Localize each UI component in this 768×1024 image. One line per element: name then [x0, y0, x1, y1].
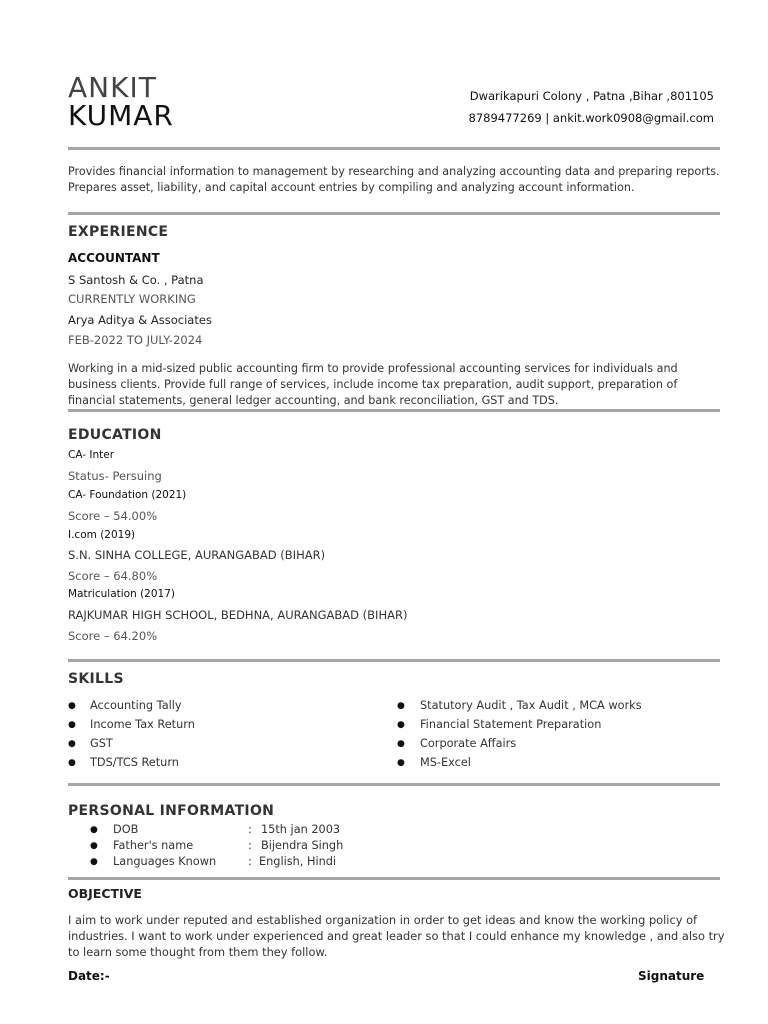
- company-1: S Santosh & Co. , Patna: [68, 273, 204, 287]
- skill-item: Financial Statement Preparation: [420, 718, 602, 731]
- bullet-icon: ●: [68, 720, 76, 730]
- first-name: ANKIT: [68, 71, 157, 104]
- company-2-dates: FEB-2022 TO JULY-2024: [68, 333, 203, 347]
- skill-item: Income Tax Return: [90, 718, 195, 731]
- education-line: Score – 64.20%: [68, 629, 158, 643]
- bullet-icon: ●: [90, 841, 98, 851]
- last-name: KUMAR: [68, 99, 174, 132]
- skill-item: Accounting Tally: [90, 699, 182, 712]
- education-line: CA- Inter: [68, 449, 115, 461]
- personal-separator: :: [248, 823, 252, 836]
- education-line: Matriculation (2017): [68, 588, 175, 600]
- personal-value: Bijendra Singh: [261, 839, 344, 852]
- education-heading: EDUCATION: [68, 427, 162, 443]
- education-line: Score – 64.80%: [68, 569, 158, 583]
- education-line: I.com (2019): [68, 529, 136, 541]
- education-line: RAJKUMAR HIGH SCHOOL, BEDHNA, AURANGABAD (BIHAR): [68, 608, 408, 622]
- objective-heading: OBJECTIVE: [68, 886, 142, 901]
- summary-text: Provides financial information to management by researching and analyzing accounting data and preparing reports. Prepares asset, liability, and capital account entries by compiling and analyzing account information.: [68, 165, 720, 194]
- education-line: Status- Persuing: [68, 469, 162, 483]
- education-line: CA- Foundation (2021): [68, 489, 187, 501]
- divider: [68, 877, 720, 880]
- skill-item: Statutory Audit , Tax Audit , MCA works: [420, 699, 642, 712]
- personal-separator: :: [248, 839, 252, 852]
- divider: [68, 409, 720, 412]
- objective-text: I aim to work under reputed and established organization in order to get ideas and know the working policy of industries. I want to work under experienced and great leader so that I could enhance my knowledge , and also try to learn some thought from them they follow.: [68, 913, 725, 959]
- company-1-status: CURRENTLY WORKING: [68, 292, 196, 306]
- company-2: Arya Aditya & Associates: [68, 313, 212, 327]
- bullet-icon: ●: [397, 739, 405, 749]
- skill-item: MS-Excel: [420, 756, 471, 769]
- personal-label: Languages Known: [113, 855, 217, 868]
- education-line: Score – 54.00%: [68, 509, 158, 523]
- personal-info-heading: PERSONAL INFORMATION: [68, 803, 275, 819]
- personal-separator: :: [248, 855, 252, 868]
- bullet-icon: ●: [68, 701, 76, 711]
- phone-email: 8789477269 | ankit.work0908@gmail.com: [468, 111, 714, 125]
- divider: [68, 147, 720, 150]
- skills-heading: SKILLS: [68, 671, 124, 687]
- bullet-icon: ●: [90, 825, 98, 835]
- bullet-icon: ●: [397, 720, 405, 730]
- experience-heading: EXPERIENCE: [68, 224, 169, 240]
- date-label: Date:-: [68, 969, 110, 983]
- bullet-icon: ●: [68, 758, 76, 768]
- bullet-icon: ●: [68, 739, 76, 749]
- address: Dwarikapuri Colony , Patna ,Bihar ,801105: [469, 89, 714, 103]
- education-line: S.N. SINHA COLLEGE, AURANGABAD (BIHAR): [68, 548, 326, 562]
- skill-item: Corporate Affairs: [420, 737, 517, 750]
- experience-description: Working in a mid-sized public accounting firm to provide professional accounting services for individuals and business clients. Provide full range of services, include income tax preparation, audit support, preparation of financial statements, general ledger accounting, and bank reconciliation, GST and TDS.: [68, 362, 678, 407]
- signature-label: Signature: [638, 969, 705, 983]
- bullet-icon: ●: [90, 857, 98, 867]
- skill-item: GST: [90, 737, 113, 750]
- personal-label: Father's name: [113, 839, 194, 852]
- divider: [68, 212, 720, 215]
- bullet-icon: ●: [397, 701, 405, 711]
- personal-value: 15th jan 2003: [261, 823, 341, 836]
- divider: [68, 659, 720, 662]
- bullet-icon: ●: [397, 758, 405, 768]
- personal-value: English, Hindi: [259, 855, 337, 868]
- divider: [68, 783, 720, 786]
- personal-label: DOB: [113, 823, 139, 836]
- job-role: ACCOUNTANT: [68, 251, 160, 265]
- skill-item: TDS/TCS Return: [90, 756, 179, 769]
